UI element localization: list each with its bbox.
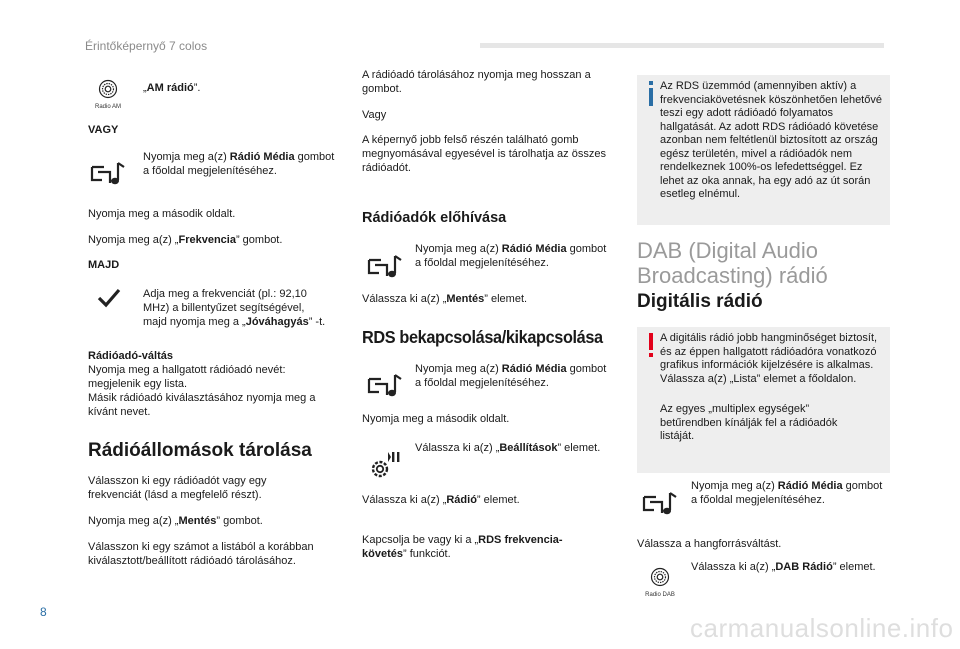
checkmark-icon xyxy=(97,288,121,313)
rds-heading: RDS bekapcsolása/kikapcsolása xyxy=(362,327,603,347)
store-stations-heading: Rádióállomások tárolása xyxy=(88,440,312,461)
recall-select-text: Válassza ki a(z) „Mentés” elemet. xyxy=(362,293,528,305)
station-switch-block xyxy=(88,349,340,419)
settings-select-text: Válassza ki a(z) „Beállítások” elemet. xyxy=(415,442,601,454)
radio-am-caption: Radio AM xyxy=(94,104,121,110)
page-number: 8 xyxy=(40,605,47,619)
warning-text-2: Az egyes „multiplex egységek” betűrendben kínálják fel a rádióadók listáját. xyxy=(660,403,838,442)
radio-select-text: Válassza ki a(z) „Rádió” elemet. xyxy=(362,494,520,506)
rds-media-text: Nyomja meg a(z) Rádió Média gombot a főoldal megjelenítéséhez. xyxy=(415,363,607,389)
then-label: MAJD xyxy=(88,259,120,271)
recall-media-text: Nyomja meg a(z) Rádió Média gombot a főoldal megjelenítéséhez. xyxy=(415,243,607,269)
station-switch-text-2: Másik rádióadó kiválasztásához nyomja meg a kívánt nevet. xyxy=(88,392,316,418)
radio-media-text: Nyomja meg a(z) Rádió Média gombot a főoldal megjelenítéséhez. xyxy=(143,151,335,177)
digital-warning-box xyxy=(637,327,890,473)
store-p1: Válasszon ki egy rádióadót vagy egy frekvenciát (lásd a megfelelő részt). xyxy=(88,475,267,501)
rds-toggle-text: Kapcsolja be vagy ki a „RDS frekvencia-követés” funkciót. xyxy=(362,534,563,560)
radio-media-icon-3 xyxy=(365,370,405,405)
page-header-title: Érintőképernyő 7 colos xyxy=(85,39,208,53)
adjust-frequency-text: Adja meg a frekvenciát (pl.: 92,10 MHz) a billentyűzet segítségével, majd nyomja meg a „Jóváhagyás” -t. xyxy=(143,288,326,328)
watermark: carmanualsonline.info xyxy=(690,613,954,643)
dab-heading: DAB (Digital Audio Broadcasting) rádió xyxy=(637,238,828,288)
radio-media-icon xyxy=(88,158,128,193)
store-p2: Nyomja meg a(z) „Mentés” gombot. xyxy=(88,515,263,527)
header-divider xyxy=(480,43,884,48)
am-radio-text: „AM rádió”. xyxy=(143,82,201,94)
top-press-text: A képernyő jobb felső részén található gomb megnyomásával egyesével is tárolhatja az összes rádióadót. xyxy=(362,134,606,174)
warning-icon xyxy=(644,333,658,359)
warning-text-1: A digitális rádió jobb hangminőséget biztosít, és az éppen hallgatott rádióadóra vonatkozó grafikus információk kijelzésére is alkalmas. Válassza a(z) „Lista” elemet a főoldalon. xyxy=(660,332,878,385)
recall-heading: Rádióadók előhívása xyxy=(362,210,507,226)
rds-info-box xyxy=(637,75,890,225)
frequency-text: Nyomja meg a(z) „Frekvencia” gombot. xyxy=(88,234,283,246)
radio-am-icon xyxy=(88,79,128,109)
settings-icon xyxy=(366,449,406,488)
store-p3: Válasszon ki egy számot a listából a korábban kiválasztott/beállított rádióadó tárolásához. xyxy=(88,541,314,567)
digital-radio-heading: Digitális rádió xyxy=(637,291,763,312)
info-icon xyxy=(644,81,658,107)
radio-dab-caption: Radio DAB xyxy=(645,592,675,598)
dab-media-text: Nyomja meg a(z) Rádió Média gombot a főoldal megjelenítéséhez. xyxy=(691,480,883,506)
station-switch-text-1: Nyomja meg a hallgatott rádióadó nevét: megjelenik egy lista. xyxy=(88,364,286,390)
or-label-1: VAGY xyxy=(88,124,119,136)
radio-dab-icon xyxy=(640,567,680,601)
second-page-text: Nyomja meg a második oldalt. xyxy=(88,208,236,220)
dab-select-text: Válassza ki a(z) „DAB Rádió” elemet. xyxy=(691,561,876,573)
rds-second-page-text: Nyomja meg a második oldalt. xyxy=(362,413,510,425)
long-press-text: A rádióadó tárolásához nyomja meg hosszan a gombot. xyxy=(362,69,591,95)
radio-media-icon-2 xyxy=(365,251,405,286)
station-switch-title: Rádióadó-váltás xyxy=(88,350,173,362)
radio-media-icon-4 xyxy=(640,488,680,523)
rds-info-text: Az RDS üzemmód (amennyiben aktív) a frekvenciakövetésnek köszönhetően lehetővé teszi egy adott rádióadó folyamatos hallgatását. Az adott RDS rádióadó követése azonban nem feltétlenül biztosított az ország egész területén, mivel a rádióadók nem rendelkeznek 100%-os lefedettséggel. Ez lehet az oka annak, ha egy adó az út során esetleg elnémul. xyxy=(660,80,882,200)
source-switch-text: Válassza a hangforrásváltást. xyxy=(637,538,782,550)
or-label-2: Vagy xyxy=(362,109,387,121)
